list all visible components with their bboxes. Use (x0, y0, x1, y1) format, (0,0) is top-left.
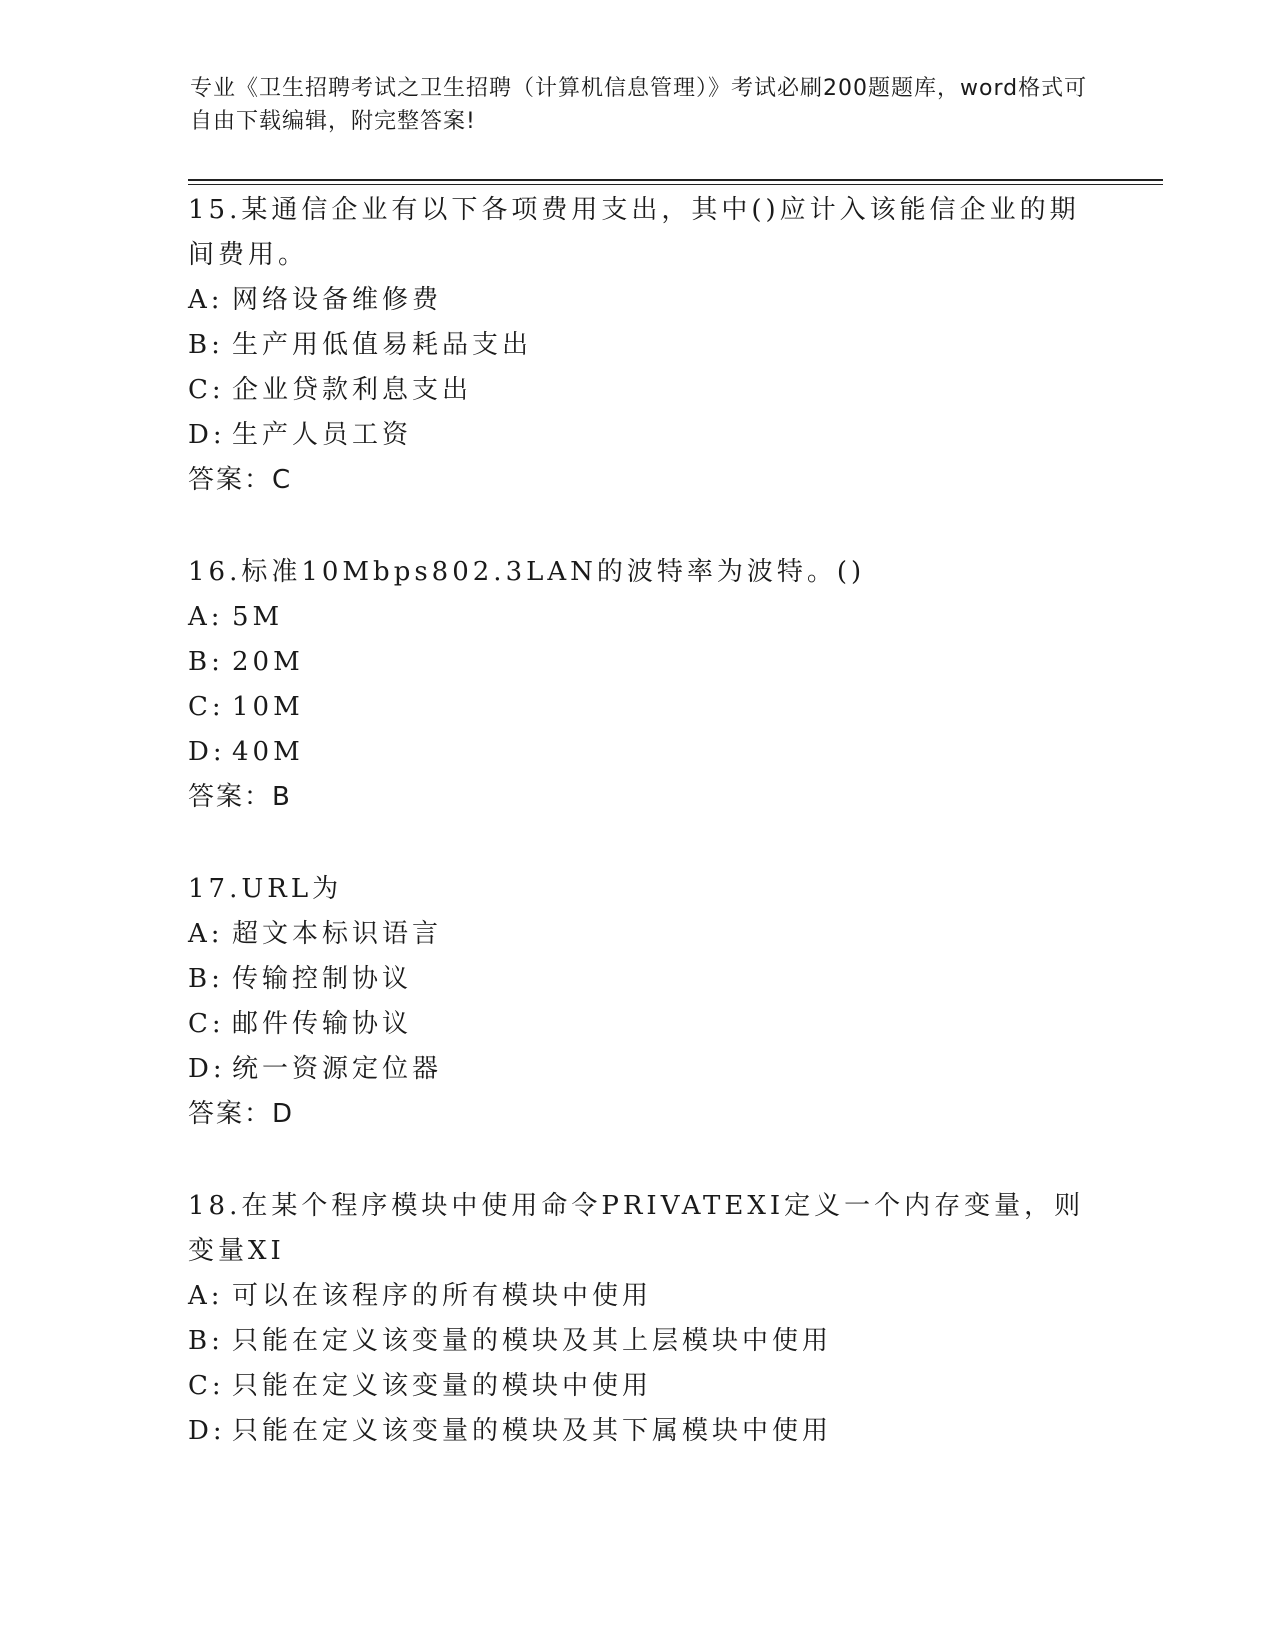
option-text: 网络设备维修费 (232, 285, 443, 315)
question-18 (188, 1184, 1088, 1454)
option-text: 只能在定义该变量的模块中使用 (232, 1371, 653, 1401)
question-stem: 17.URL为 (188, 874, 343, 904)
option-text: 只能在定义该变量的模块及其上层模块中使用 (232, 1326, 833, 1356)
option-letter: C: (188, 692, 225, 722)
option-letter: C: (188, 1009, 225, 1039)
option-b (188, 957, 1088, 1002)
option-d (188, 730, 1088, 775)
option-text: 可以在该程序的所有模块中使用 (232, 1281, 653, 1311)
option-text: 生产用低值易耗品支出 (232, 330, 533, 360)
option-letter: B: (188, 647, 224, 677)
option-letter: A: (188, 1281, 224, 1311)
option-text: 5M (232, 602, 284, 632)
document-header (190, 72, 1110, 138)
question-16 (188, 550, 1088, 820)
option-letter: B: (188, 1326, 224, 1356)
option-text: 邮件传输协议 (232, 1009, 413, 1039)
option-text: 企业贷款利息支出 (232, 375, 473, 405)
header-divider-thin (188, 184, 1163, 185)
option-c (188, 685, 1088, 730)
option-d (188, 413, 1088, 458)
option-letter: D: (188, 420, 226, 450)
option-text: 40M (232, 737, 304, 767)
option-c (188, 368, 1088, 413)
question-list (188, 188, 1088, 1454)
question-stem: 15.某通信企业有以下各项费用支出，其中()应计入该能信企业的期间费用。 (188, 195, 1080, 270)
option-letter: D: (188, 1416, 226, 1446)
option-letter: D: (188, 737, 226, 767)
question-spacer (188, 1137, 1088, 1184)
option-letter: C: (188, 1371, 225, 1401)
option-letter: A: (188, 285, 224, 315)
option-letter: C: (188, 375, 225, 405)
option-text: 超文本标识语言 (232, 919, 443, 949)
option-text: 生产人员工资 (232, 420, 413, 450)
option-letter: A: (188, 602, 224, 632)
question-stem: 16.标准10Mbps802.3LAN的波特率为波特。() (188, 557, 866, 587)
option-b (188, 323, 1088, 368)
option-d (188, 1409, 1088, 1454)
option-a (188, 595, 1088, 640)
option-d (188, 1047, 1088, 1092)
option-text: 传输控制协议 (232, 964, 413, 994)
option-c (188, 1364, 1088, 1409)
answer-line: 答案：C (188, 465, 293, 495)
option-letter: B: (188, 964, 224, 994)
question-stem: 18.在某个程序模块中使用命令PRIVATEXI定义一个内存变量，则变量XI (188, 1191, 1085, 1266)
option-a (188, 278, 1088, 323)
question-spacer (188, 503, 1088, 550)
option-a (188, 1274, 1088, 1319)
option-text: 10M (232, 692, 304, 722)
option-text: 20M (232, 647, 304, 677)
answer-line: 答案：B (188, 782, 292, 812)
option-letter: D: (188, 1054, 226, 1084)
option-c (188, 1002, 1088, 1047)
question-spacer (188, 820, 1088, 867)
option-letter: A: (188, 919, 224, 949)
option-b (188, 1319, 1088, 1364)
question-17 (188, 867, 1088, 1137)
option-a (188, 912, 1088, 957)
header-divider-thick (188, 179, 1163, 181)
header-text: 专业《卫生招聘考试之卫生招聘（计算机信息管理）》考试必刷200题题库，word格式可自由下载编辑，附完整答案! (190, 76, 1088, 134)
option-b (188, 640, 1088, 685)
option-letter: B: (188, 330, 224, 360)
question-15 (188, 188, 1088, 503)
answer-line: 答案：D (188, 1099, 295, 1129)
option-text: 统一资源定位器 (232, 1054, 443, 1084)
option-text: 只能在定义该变量的模块及其下属模块中使用 (232, 1416, 833, 1446)
